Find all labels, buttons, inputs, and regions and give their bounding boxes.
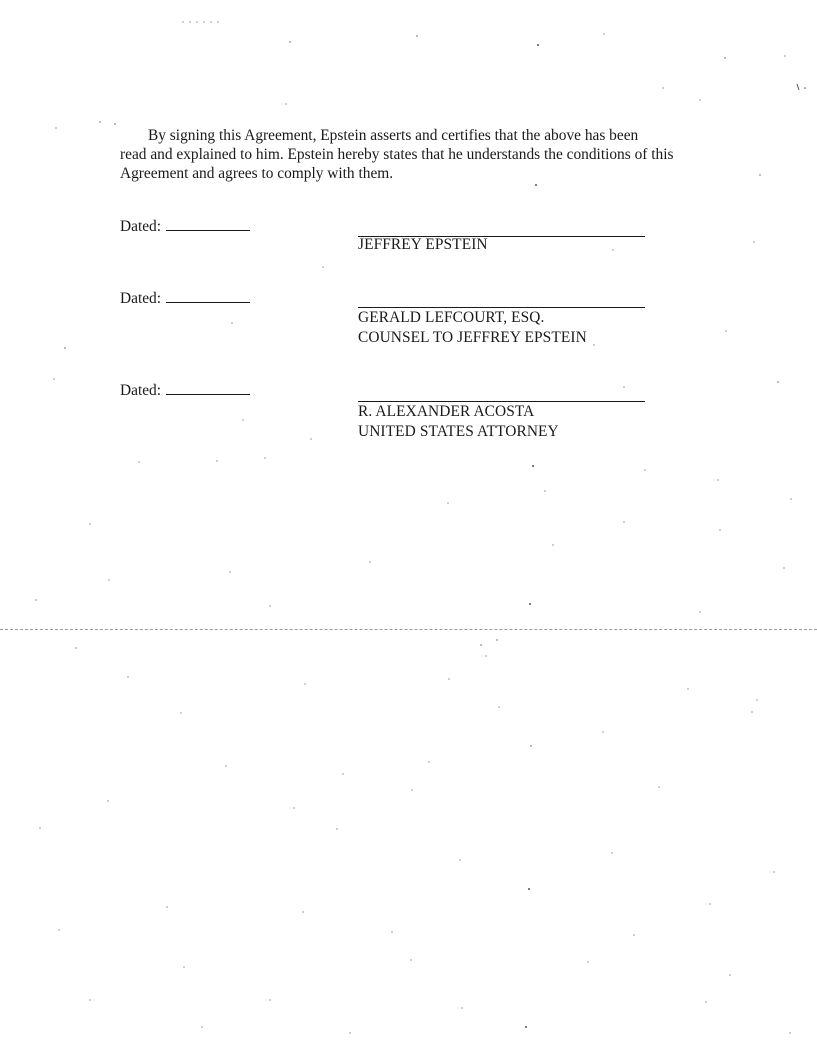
dated-label: Dated:	[120, 290, 162, 307]
dated-field-lefcourt	[120, 288, 250, 308]
signatory-name-epstein: JEFFREY EPSTEIN	[358, 236, 488, 253]
signatory-name-acosta: R. ALEXANDER ACOSTA	[358, 403, 535, 420]
dated-field-acosta	[120, 380, 250, 400]
paragraph-line-1: By signing this Agreement, Epstein asserts and certifies that the above has been	[148, 127, 639, 144]
signatory-title-lefcourt: COUNSEL TO JEFFREY EPSTEIN	[358, 329, 587, 346]
paragraph-line-3: Agreement and agrees to comply with them.	[120, 165, 394, 182]
date-blank-line	[166, 380, 250, 395]
agreement-certification-paragraph	[120, 126, 700, 183]
dated-field-epstein	[120, 216, 250, 236]
signatory-title-acosta: UNITED STATES ATTORNEY	[358, 423, 559, 440]
date-blank-line	[166, 288, 250, 303]
dated-label: Dated:	[120, 382, 162, 399]
paragraph-line-2: read and explained to him. Epstein hereby states that he understands the conditions of this	[120, 146, 674, 163]
date-blank-line	[166, 216, 250, 231]
signatory-name-lefcourt: GERALD LEFCOURT, ESQ.	[358, 309, 545, 326]
scan-fold-line	[0, 629, 817, 630]
dated-label: Dated:	[120, 218, 162, 235]
